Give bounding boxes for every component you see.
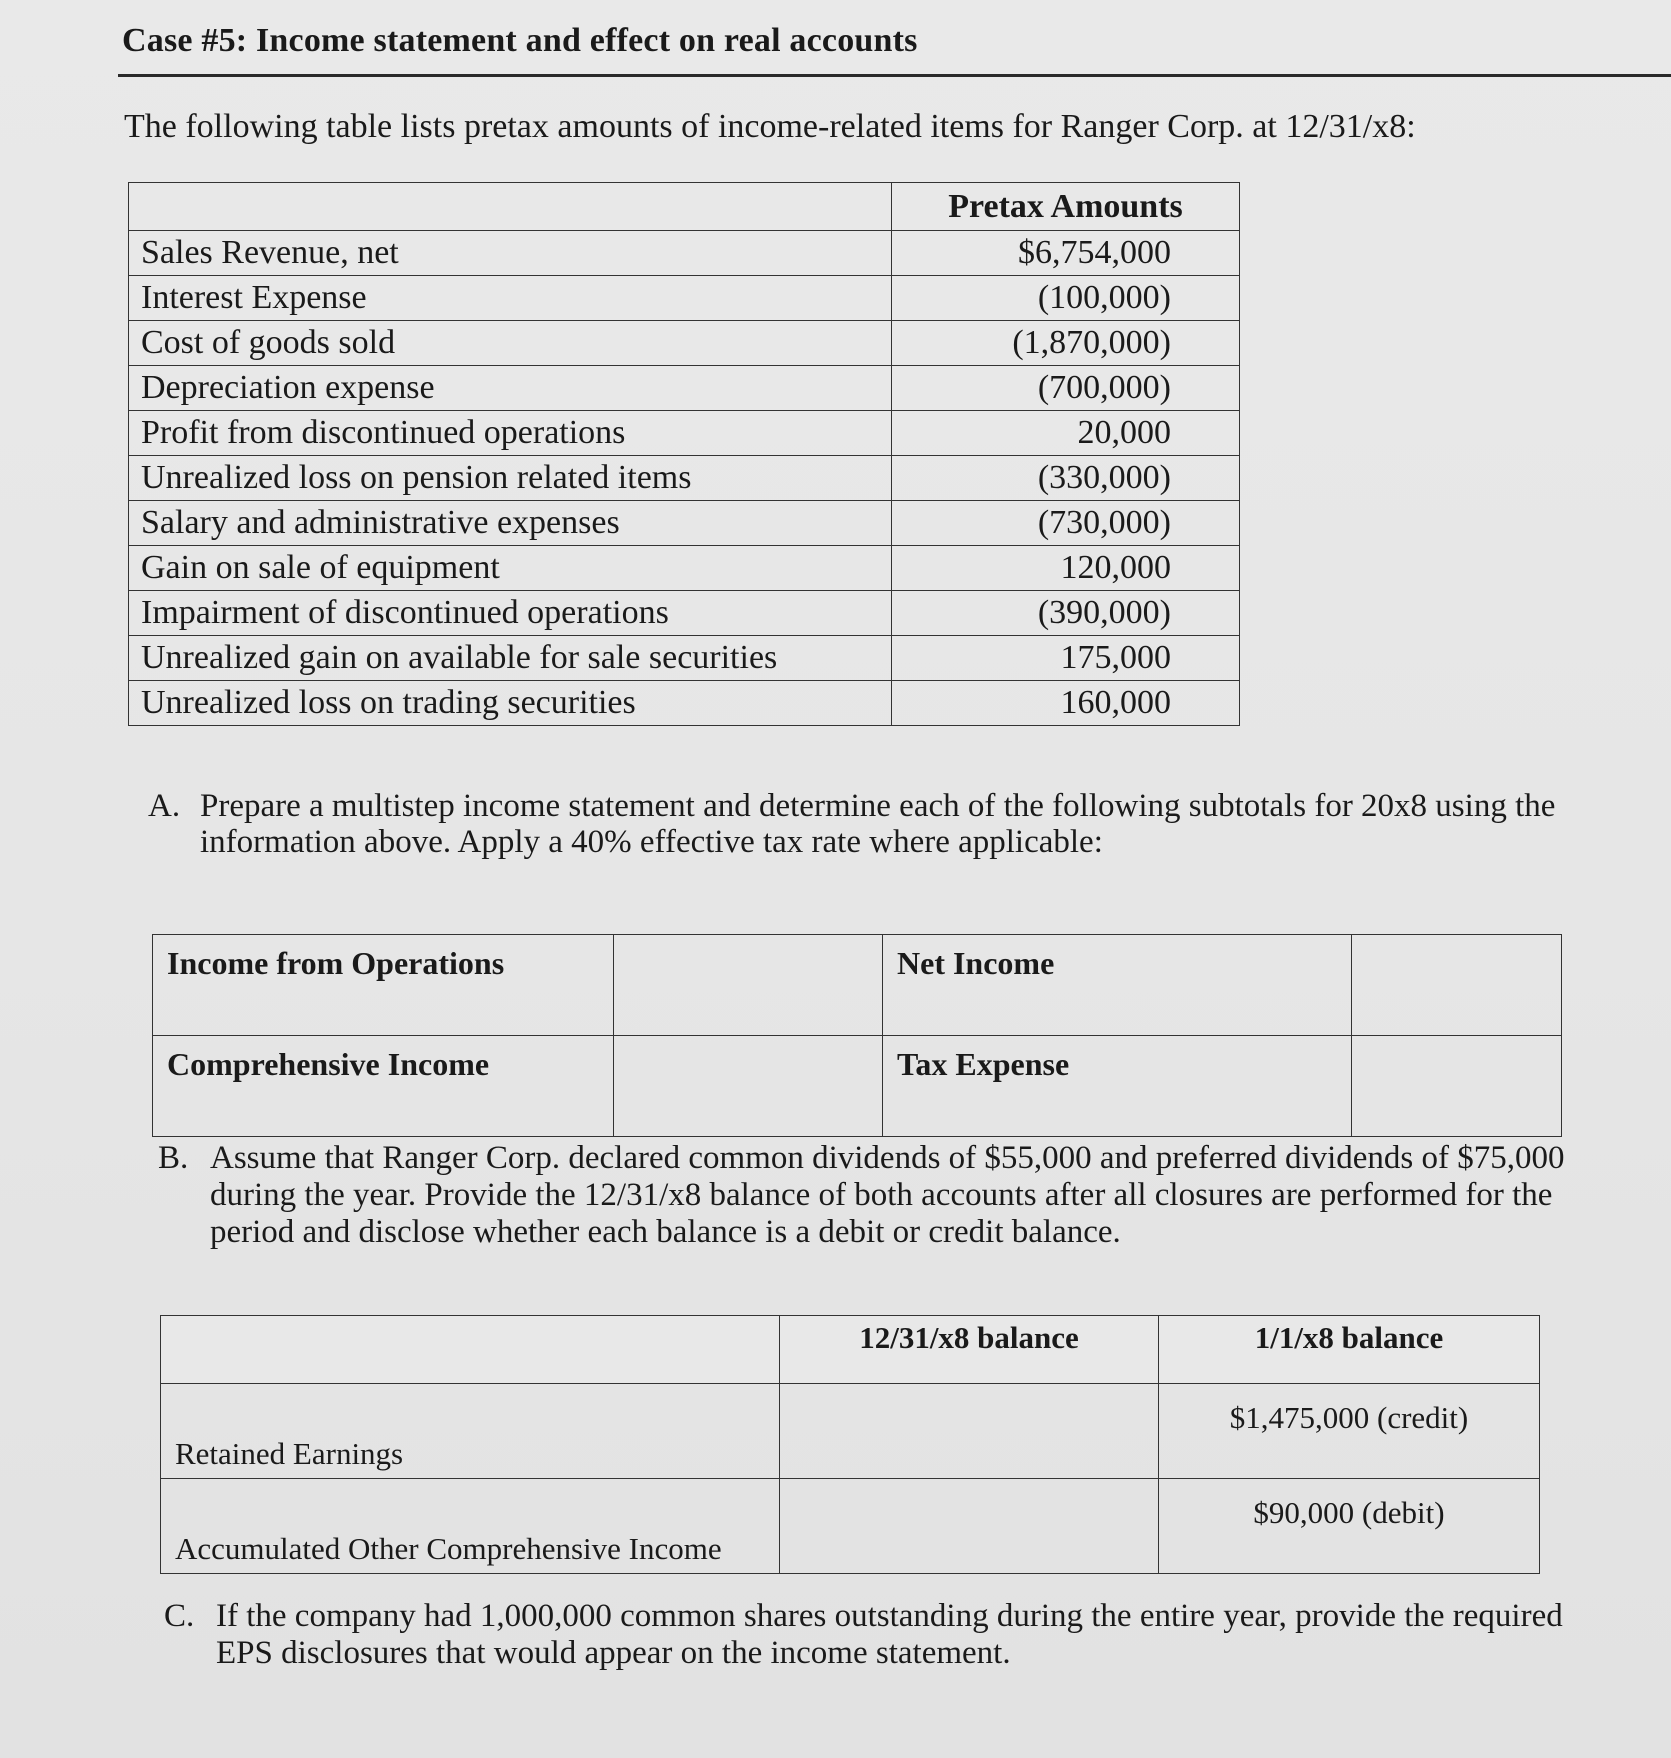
pretax-amounts-header: Pretax Amounts — [892, 183, 1240, 231]
net-income-label: Net Income — [883, 935, 1352, 1036]
table-row — [161, 1384, 1540, 1479]
intro-text: The following table lists pretax amounts of income-related items for Ranger Corp. at 12/31/x8: — [124, 108, 1416, 145]
item-label: Cost of goods sold — [129, 321, 892, 366]
item-label: Depreciation expense — [129, 366, 892, 411]
item-amount: 20,000 — [892, 411, 1240, 456]
table-row — [129, 411, 1240, 456]
balances-table — [160, 1315, 1540, 1574]
table-row — [129, 636, 1240, 681]
item-label: Unrealized gain on available for sale securities — [129, 636, 892, 681]
item-amount: 160,000 — [892, 681, 1240, 726]
item-amount: (100,000) — [892, 276, 1240, 321]
question-a-letter: A. — [148, 788, 181, 824]
header-blank-cell — [129, 183, 892, 231]
question-a-text: Prepare a multistep income statement and determine each of the following subtotals for 20x8 using the information above. Apply a 40% effective tax rate where applicable: — [200, 788, 1556, 860]
item-amount: 120,000 — [892, 546, 1240, 591]
income-from-operations-answer[interactable] — [614, 935, 883, 1036]
tax-expense-label: Tax Expense — [883, 1036, 1352, 1137]
question-b-letter: B. — [158, 1140, 189, 1176]
item-label: Impairment of discontinued operations — [129, 591, 892, 636]
subtotals-table — [152, 934, 1562, 1137]
item-amount: (330,000) — [892, 456, 1240, 501]
account-balance-11: $1,475,000 (credit) — [1159, 1384, 1540, 1479]
net-income-answer[interactable] — [1352, 935, 1562, 1036]
item-amount: (1,870,000) — [892, 321, 1240, 366]
item-label: Sales Revenue, net — [129, 231, 892, 276]
item-amount: $6,754,000 — [892, 231, 1240, 276]
question-a — [148, 788, 1588, 860]
table-row — [129, 276, 1240, 321]
question-c — [164, 1598, 1584, 1672]
comprehensive-income-label: Comprehensive Income — [153, 1036, 614, 1137]
table-row — [161, 1479, 1540, 1574]
question-c-letter: C. — [164, 1598, 195, 1634]
table-row — [129, 321, 1240, 366]
table-row — [129, 681, 1240, 726]
balance-1231-header: 12/31/x8 balance — [780, 1316, 1159, 1384]
question-b-text: Assume that Ranger Corp. declared common dividends of $55,000 and preferred dividends of $75,000 during the year. Provide the 12/31/x8 balance of both accounts after all closures are performed for the period and disclose whether each balance is a debit or credit balance. — [210, 1140, 1565, 1250]
table-row — [129, 456, 1240, 501]
item-label: Unrealized loss on trading securities — [129, 681, 892, 726]
account-balance-11: $90,000 (debit) — [1159, 1479, 1540, 1574]
item-label: Salary and administrative expenses — [129, 501, 892, 546]
item-amount: 175,000 — [892, 636, 1240, 681]
aoci-1231-answer[interactable] — [780, 1479, 1159, 1574]
pretax-items-table — [128, 182, 1240, 726]
table-row — [129, 366, 1240, 411]
comprehensive-income-answer[interactable] — [614, 1036, 883, 1137]
table-header-row — [129, 183, 1240, 231]
income-from-operations-label: Income from Operations — [153, 935, 614, 1036]
table-row — [153, 1036, 1562, 1137]
item-amount: (390,000) — [892, 591, 1240, 636]
item-label: Interest Expense — [129, 276, 892, 321]
item-label: Profit from discontinued operations — [129, 411, 892, 456]
table-row — [129, 591, 1240, 636]
item-amount: (700,000) — [892, 366, 1240, 411]
header-blank-cell — [161, 1316, 780, 1384]
title-divider — [118, 74, 1671, 77]
tax-expense-answer[interactable] — [1352, 1036, 1562, 1137]
question-c-text: If the company had 1,000,000 common shares outstanding during the entire year, provide the required EPS disclosures that would appear on the income statement. — [216, 1598, 1563, 1671]
page-title: Case #5: Income statement and effect on real accounts — [122, 22, 918, 59]
account-name: Retained Earnings — [161, 1384, 780, 1479]
item-label: Unrealized loss on pension related items — [129, 456, 892, 501]
table-row — [129, 501, 1240, 546]
question-b — [158, 1140, 1578, 1251]
item-label: Gain on sale of equipment — [129, 546, 892, 591]
balance-11-header: 1/1/x8 balance — [1159, 1316, 1540, 1384]
table-header-row — [161, 1316, 1540, 1384]
retained-earnings-1231-answer[interactable] — [780, 1384, 1159, 1479]
table-row — [153, 935, 1562, 1036]
table-row — [129, 546, 1240, 591]
account-name: Accumulated Other Comprehensive Income — [161, 1479, 780, 1574]
table-row — [129, 231, 1240, 276]
item-amount: (730,000) — [892, 501, 1240, 546]
